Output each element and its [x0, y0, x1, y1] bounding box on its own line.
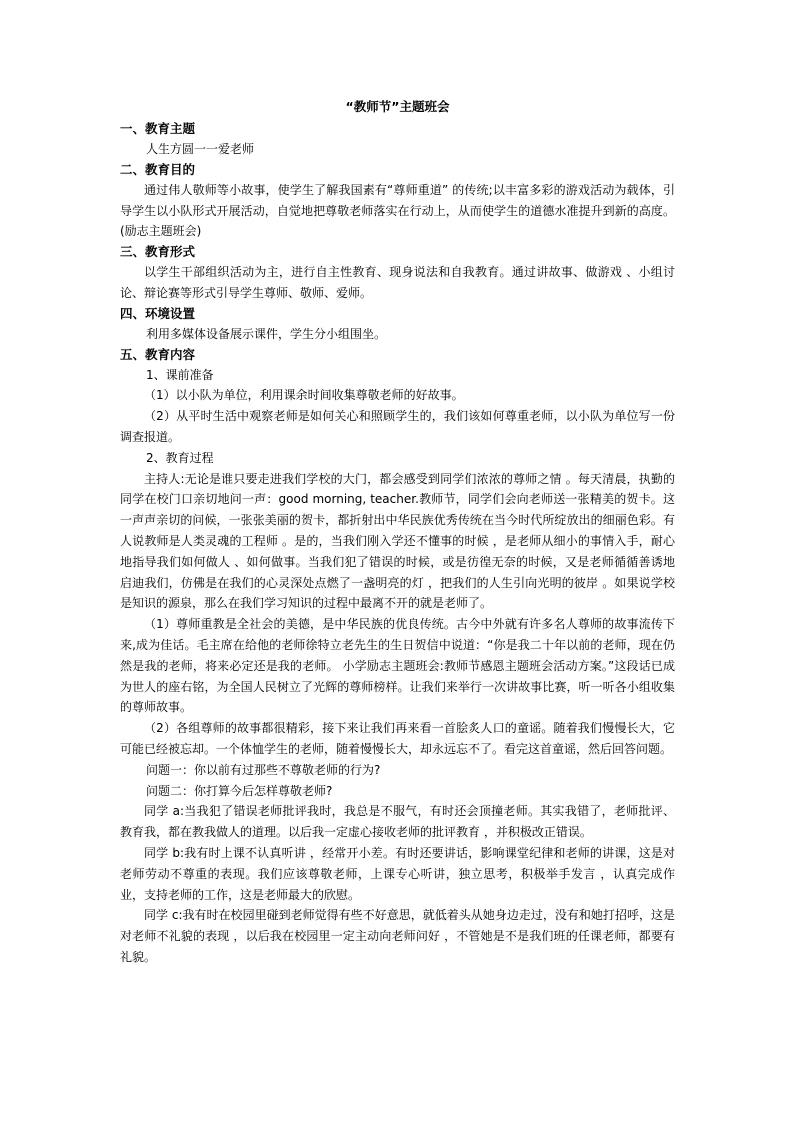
section-heading-content: 五、教育内容	[120, 346, 196, 362]
prep-item-2: （2）从平时生活中观察老师是如何关心和照顾学生的，我们该如何尊重老师，以小队为单位写一份调查报道。	[120, 409, 675, 444]
purpose-paragraph: 通过伟人敬师等小故事，使学生了解我国素有“尊师重道” 的传统;以丰富多彩的游戏活动为载体，引导学生以小队形式开展活动，自觉地把尊敬老师落实在行动上，从而使学生的道德水准提升到新的高度。(励志主题班会)	[120, 182, 675, 239]
question-1: 问题一：你以前有过那些不尊敬老师的行为?	[146, 762, 381, 777]
process-paragraph-1: （1）尊师重教是全社会的美德，是中华民族的优良传统。古今中外就有许多名人尊师的故事流传下来,成为佳话。毛主席在给他的老师徐特立老先生的生日贺信中说道：“你是我二十年以前的老师，现在仍然是我的老师，将来必定还是我的老师。 小学励志主题班会:教师节感恩主题班会活动方案。”这段话已成为世人的座右铭，为全国人民树立了光辉的尊师榜样。让我们来举行一次讲故事比赛，听一听各小组收集的尊师故事。	[120, 617, 675, 715]
host-paragraph: 主持人:无论是谁只要走进我们学校的大门，都会感受到同学们浓浓的尊师之情 。每天清晨，执勤的同学在校门口亲切地问一声：good morning, teacher.教师节，同学们会向老师送一张精美的贺卡。这一声声亲切的问候，一张张美丽的贺卡，都折射出中华民族优秀传统在当今时代所绽放出的细丽色彩。有人说教师是人类灵魂的工程师 。是的，当我们刚入学还不懂事的时候 ，是老师从细小的事情入手，耐心地指导我们如何做人 、如何做事。当我们犯了错误的时候，或是彷徨无奈的时候，又是老师循循善诱地启迪我们，仿佛是在我们的心灵深处点燃了一盏明亮的灯 ，把我们的人生引向光明的彼岸 。如果说学校是知识的源泉，那么在我们学习知识的过程中最离不开的就是老师了。	[120, 471, 675, 611]
student-a-answer: 同学 a:当我犯了错误老师批评我时，我总是不服气，有时还会顶撞老师。其实我错了，老师批评、教育我，都在教我做人的道理。以后我一定虚心接收老师的批评教育 ，并积极改正错误。	[120, 804, 675, 840]
process-paragraph-2: （2）各组尊师的故事都很精彩，接下来让我们再来看一首脍炙人口的童谣。随着我们慢慢长大，它可能已经被忘却。一个体恤学生的老师，随着慢慢长大，却永远忘不了。看完这首童谣，然后回答问题。	[120, 721, 675, 756]
theme-text: 人生方圆一一爱老师	[146, 142, 255, 156]
prep-item-1: （1）以小队为单位，利用课余时间收集尊敬老师的好故事。	[144, 388, 464, 403]
student-b-answer: 同学 b:我有时上课不认真听讲 ，经常开小差。有时还要讲话，影响课堂纪律和老师的讲课，这是对老师劳动不尊重的表现。我们应该尊敬老师，上课专心听讲，独立思考，积极举手发言 ，认真完成作业，支持老师的工作，这是老师最大的欣慰。	[120, 845, 675, 902]
section-heading-purpose: 二、教育目的	[120, 161, 196, 177]
form-paragraph: 以学生干部组织活动为主，进行自主性教育、现身说法和自我教育。通过讲故事、做游戏 、小组讨论、辩论赛等形式引导学生尊师、敬师、爱师。	[120, 265, 675, 300]
document-title: “教师节”主题班会	[345, 99, 450, 114]
student-c-answer: 同学 c:我有时在校园里碰到老师觉得有些不好意思，就低着头从她身边走过，没有和她打招呼，这是对老师不礼貌的表现 ，以后我在校园里一定主动向老师问好 ，不管她是不是我们班的任课老师，都要有礼貌。	[120, 908, 675, 964]
section-heading-environment: 四、环境设置	[120, 305, 196, 321]
subheading-preparation: 1、课前准备	[146, 367, 214, 382]
section-heading-theme: 一、教育主题	[120, 121, 196, 136]
environment-text: 利用多媒体设备展示课件，学生分小组围坐。	[146, 326, 387, 341]
subheading-process: 2、教育过程	[146, 450, 214, 465]
document-body	[120, 98, 675, 968]
section-heading-form: 三、教育形式	[120, 244, 196, 260]
question-2: 问题二：你打算今后怎样尊敬老师?	[146, 783, 333, 798]
